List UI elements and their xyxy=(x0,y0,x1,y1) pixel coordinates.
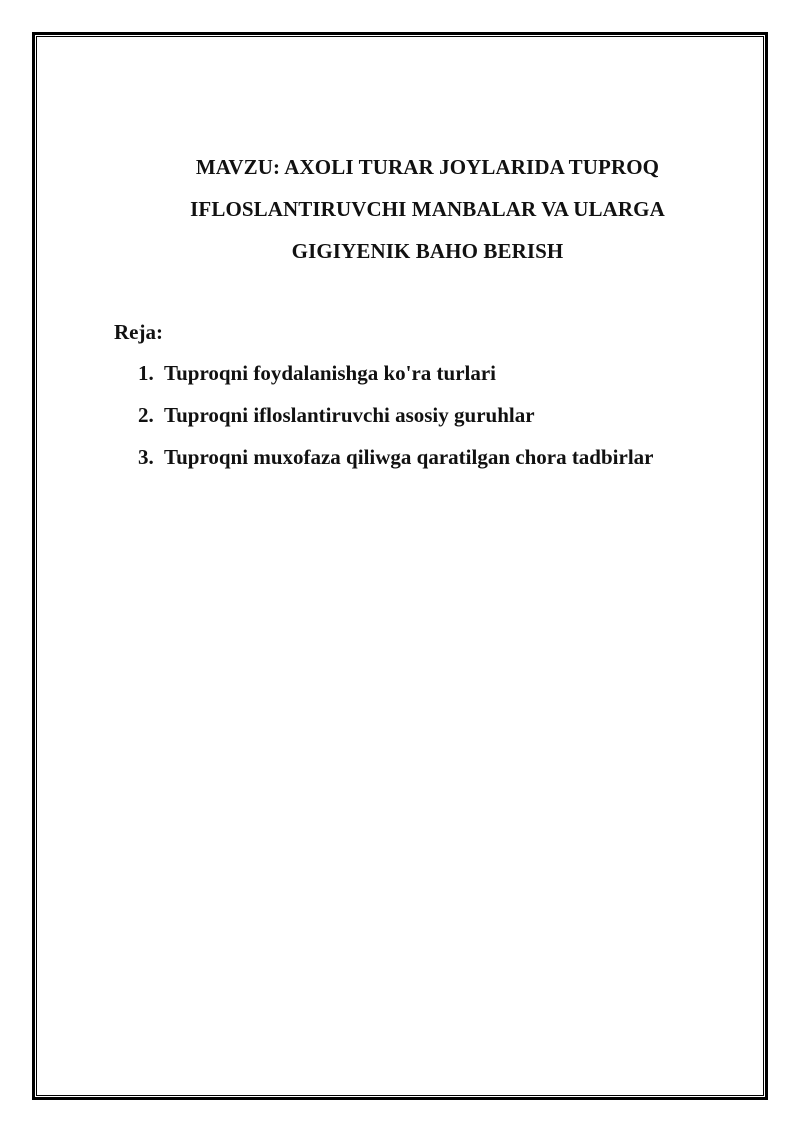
plan-heading: Reja: xyxy=(114,320,163,344)
plan-item-number: 2. xyxy=(138,403,154,427)
title-line: MAVZU: AXOLI TURAR JOYLARIDA TUPROQ xyxy=(195,155,660,179)
plan-item-text: Tuproqni foydalanishga ko'ra turlari xyxy=(164,361,497,385)
plan-item xyxy=(138,401,653,443)
plan-item-text: Tuproqni ifloslantiruvchi asosiy guruhlar xyxy=(164,403,535,427)
plan-item xyxy=(138,359,653,401)
plan-item-text: Tuproqni muxofaza qiliwga qaratilgan chora tadbirlar xyxy=(164,445,654,469)
title-line: GIGIYENIK BAHO BERISH xyxy=(291,239,564,263)
plan-item xyxy=(138,443,653,485)
plan-list xyxy=(138,359,653,485)
plan-item-number: 3. xyxy=(138,445,154,469)
title-line: IFLOSLANTIRUVCHI MANBALAR VA ULARGA xyxy=(190,197,665,221)
plan-item-number: 1. xyxy=(138,361,154,385)
document-title xyxy=(100,146,755,272)
